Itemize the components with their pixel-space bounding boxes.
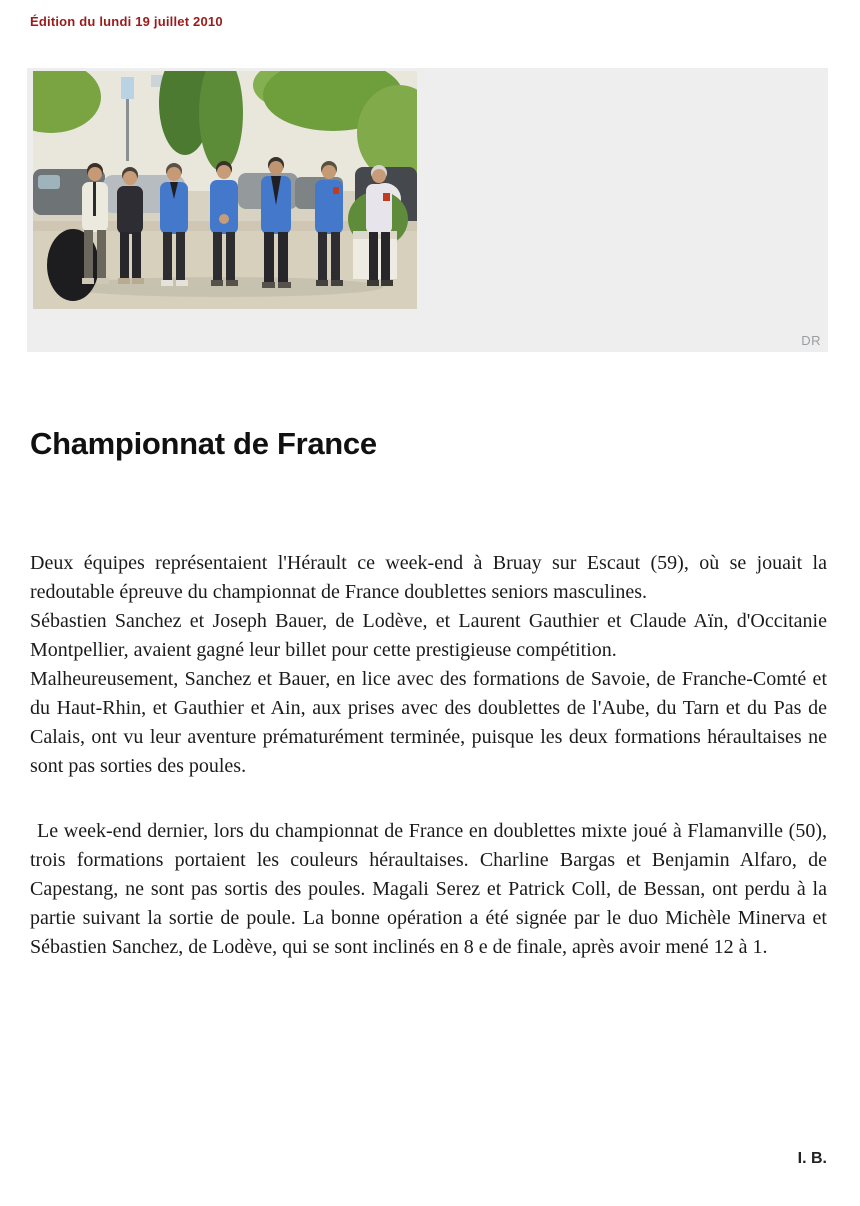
team-photo (33, 71, 417, 309)
paragraph-3: Malheureusement, Sanchez et Bauer, en lice avec des formations de Savoie, de Franche-Comté et du Haut-Rhin, et Gauthier et Ain, aux prises avec des doublettes de l'Aube, du Tarn et du Pas de Calais, ont vu leur aventure prématurément terminée, puisque les deux formations héraultaises ne sont pas sorties des poules. (30, 668, 827, 777)
edition-date-label: Édition du lundi 19 juillet 2010 (30, 14, 223, 29)
article-body (30, 549, 827, 962)
paragraph-1: Deux équipes représentaient l'Hérault ce week-end à Bruay sur Escaut (59), où se jouait la redoutable épreuve du championnat de France doublettes seniors masculines. (30, 552, 827, 603)
paragraph-4: Le week-end dernier, lors du championnat de France en doublettes mixte joué à Flamanville (50), trois formations portaient les couleurs héraultaises. Charline Bargas et Benjamin Alfaro, de Capestang, ne sont pas sortis des poules. Magali Serez et Patrick Coll, de Bessan, ont perdu à la partie suivant la sortie de poule. La bonne opération a été signée par le duo Michèle Minerva et Sébastien Sanchez, de Lodève, qui se sont inclinés en 8 e de finale, après avoir mené 12 à 1. (30, 820, 827, 958)
article-headline: Championnat de France (30, 426, 377, 461)
photo-band (27, 68, 828, 352)
paragraph-2: Sébastien Sanchez et Joseph Bauer, de Lodève, et Laurent Gauthier et Claude Aïn, d'Occitanie Montpellier, avaient gagné leur billet pour cette prestigieuse compétition. (30, 610, 827, 661)
photo-credit-label: DR (801, 333, 821, 348)
author-byline: I. B. (797, 1150, 827, 1167)
